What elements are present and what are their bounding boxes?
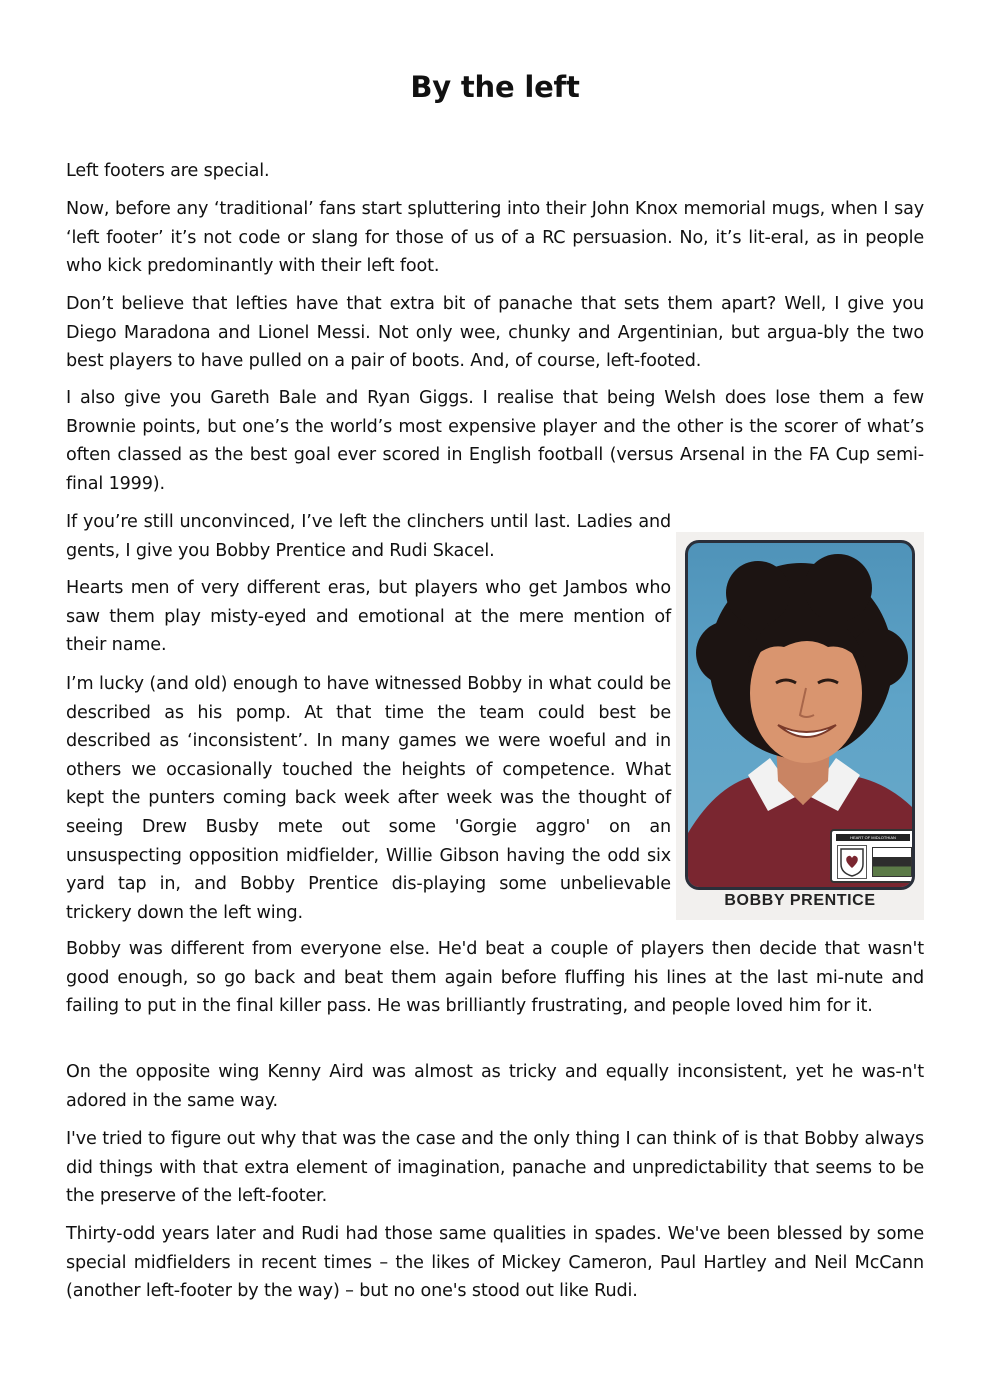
heart-crest-icon xyxy=(837,845,867,879)
paragraph-1: Left footers are special. xyxy=(66,161,270,181)
paragraph-5: If you’re still unconvinced, I’ve left the clinchers until last. Ladies and gents, I give you Bobby Prentice and Rudi Skacel. xyxy=(66,512,671,561)
paragraph-4: I also give you Gareth Bale and Ryan Giggs. I realise that being Welsh does lose them a few Brownie points, but one’s the world’s most expensive player and the other is the scorer of what’s often classed as the best goal ever scored in English football (versus Arsenal in the FA Cup semi-final 1999). xyxy=(66,388,924,494)
paragraph-6: Hearts men of very different eras, but players who get Jambos who saw them play misty-eyed and emotional at the mere mention of their name. xyxy=(66,578,671,656)
paragraph-2: Now, before any ‘traditional’ fans start spluttering into their John Knox memorial mugs, when I say ‘left footer’ it’s not code or slang for those of us of a RC persuasion. No, it’s lit-eral, as in people who kick predominantly with their left foot. xyxy=(66,199,924,277)
paragraph-11: Thirty-odd years later and Rudi had those same qualities in spades. We've been blessed by some special midfielders in recent times – the likes of Mickey Cameron, Paul Hartley and Neil McCann (another left-footer by the way) – but no one's stood out like Rudi. xyxy=(66,1224,924,1302)
club-badge xyxy=(830,829,915,883)
paragraph-7: I’m lucky (and old) enough to have witnessed Bobby in what could be described as his pomp. At that time the team could best be described as ‘inconsistent’. In many games we were woeful and in others we occasionally touched the heights of competence. What kept the punters coming back week after week was the thought of seeing Drew Busby mete out some 'Gorgie aggro' on an unsuspecting opposition midfielder, Willie Gibson having the odd six yard tap in, and Bobby Prentice dis-playing some unbelievable trickery down the left wing. xyxy=(66,674,671,923)
page-title: By the left xyxy=(410,70,580,104)
sticker-caption: BOBBY PRENTICE xyxy=(724,892,876,909)
sticker-frame xyxy=(685,540,915,890)
flag-icon xyxy=(872,847,912,877)
paragraph-8: Bobby was different from everyone else. He'd beat a couple of players then decide that wasn't good enough, so go back and beat them again before fluffing his lines at the last mi-nute and failing to put in the final killer pass. He was brilliantly frustrating, and people loved him for it. xyxy=(66,939,924,1017)
badge-label: HEART OF MIDLOTHIAN xyxy=(836,834,910,841)
paragraph-10: I've tried to figure out why that was the case and the only thing I can think of is that Bobby always did things with that extra element of imagination, panache and unpredictability that seems to be the preserve of the left-footer. xyxy=(66,1129,924,1207)
player-sticker-image xyxy=(676,532,924,920)
paragraph-9: On the opposite wing Kenny Aird was almost as tricky and equally inconsistent, yet he was-n't adored in the same way. xyxy=(66,1062,924,1111)
paragraph-3: Don’t believe that lefties have that extra bit of panache that sets them apart? Well, I give you Diego Maradona and Lionel Messi. Not only wee, chunky and Argentinian, but argua-bly the two best players to have pulled on a pair of boots. And, of course, left-footed. xyxy=(66,294,924,372)
